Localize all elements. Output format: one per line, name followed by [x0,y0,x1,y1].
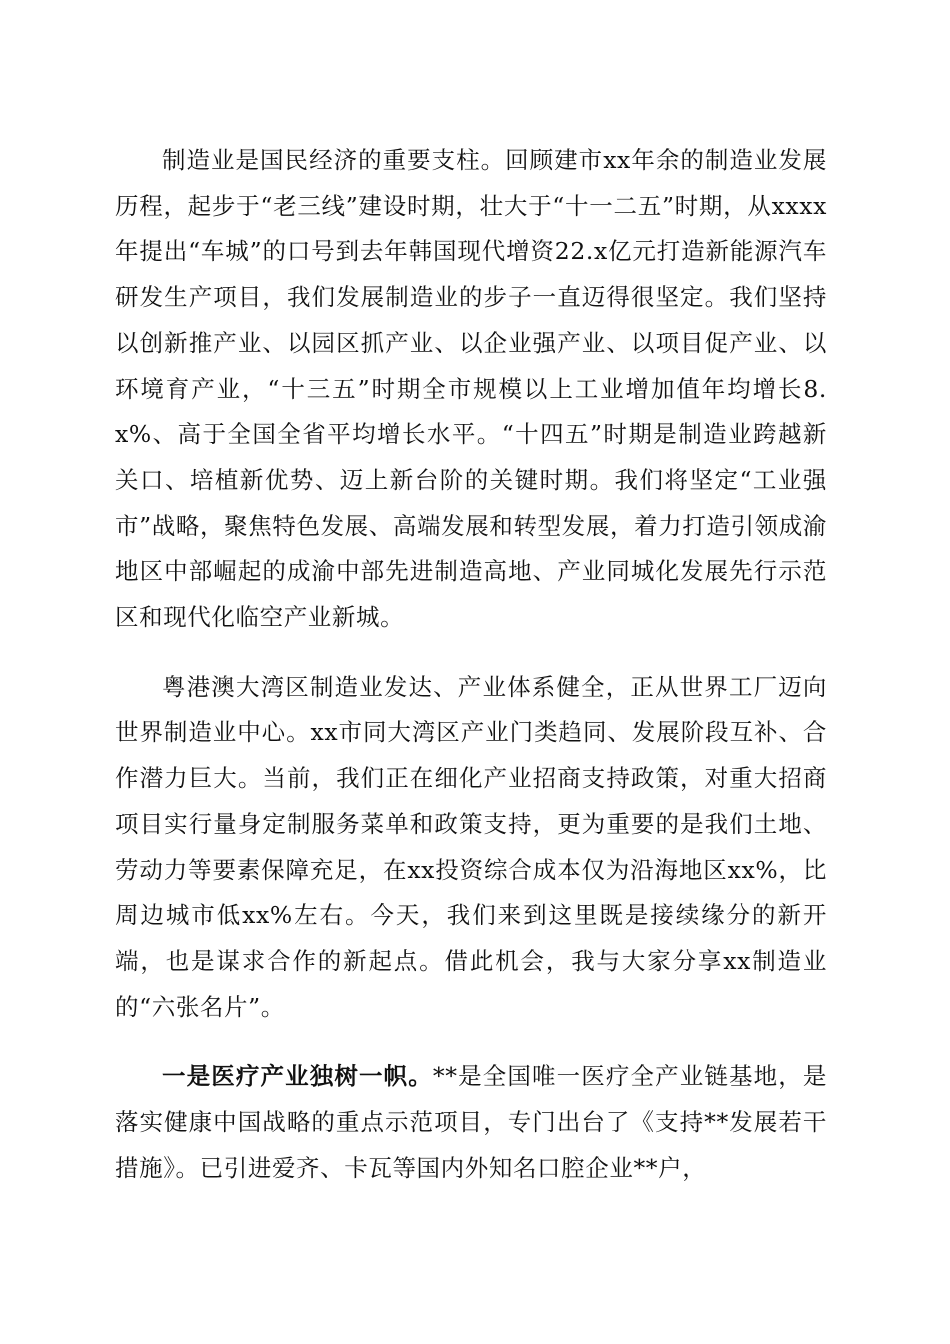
paragraph-manufacturing-history [115,138,827,641]
paragraph-text: **是全国唯一医疗全产业链基地，是落实健康中国战略的重点示范项目，专门出台了《支持**发展若干措施》。已引进爱齐、卡瓦等国内外知名口腔企业**户， [115,1062,827,1182]
paragraph-lead-heading: 一是医疗产业独树一帜。 [162,1062,433,1091]
paragraph-text: 粤港澳大湾区制造业发达、产业体系健全，正从世界工厂迈向世界制造业中心。xx市同大湾区产业门类趋同、发展阶段互补、合作潜力巨大。当前，我们正在细化产业招商支持政策，对重大招商项目实行量身定制服务菜单和政策支持，更为重要的是我们土地、劳动力等要素保障充足，在xx投资综合成本仅为沿海地区xx%，比周边城市低xx%左右。今天，我们来到这里既是接续缘分的新开端，也是谋求合作的新起点。借此机会，我与大家分享xx制造业的“六张名片”。 [115,672,827,1021]
paragraph-medical-industry [115,1054,827,1191]
paragraph-text: 制造业是国民经济的重要支柱。回顾建市xx年余的制造业发展历程，起步于“老三线”建设时期，壮大于“十一二五”时期，从xxxx年提出“车城”的口号到去年韩国现代增资22.x亿元打造新能源汽车研发生产项目，我们发展制造业的步子一直迈得很坚定。我们坚持以创新推产业、以园区抓产业、以企业强产业、以项目促产业、以环境育产业，“十三五”时期全市规模以上工业增加值年均增长8.x%、高于全国全省平均增长水平。“十四五”时期是制造业跨越新关口、培植新优势、迈上新台阶的关键时期。我们将坚定“工业强市”战略，聚焦特色发展、高端发展和转型发展，着力打造引领成渝地区中部崛起的成渝中部先进制造高地、产业同城化发展先行示范区和现代化临空产业新城。 [115,146,827,632]
paragraph-greater-bay-area [115,665,827,1031]
document-body [115,138,827,1191]
